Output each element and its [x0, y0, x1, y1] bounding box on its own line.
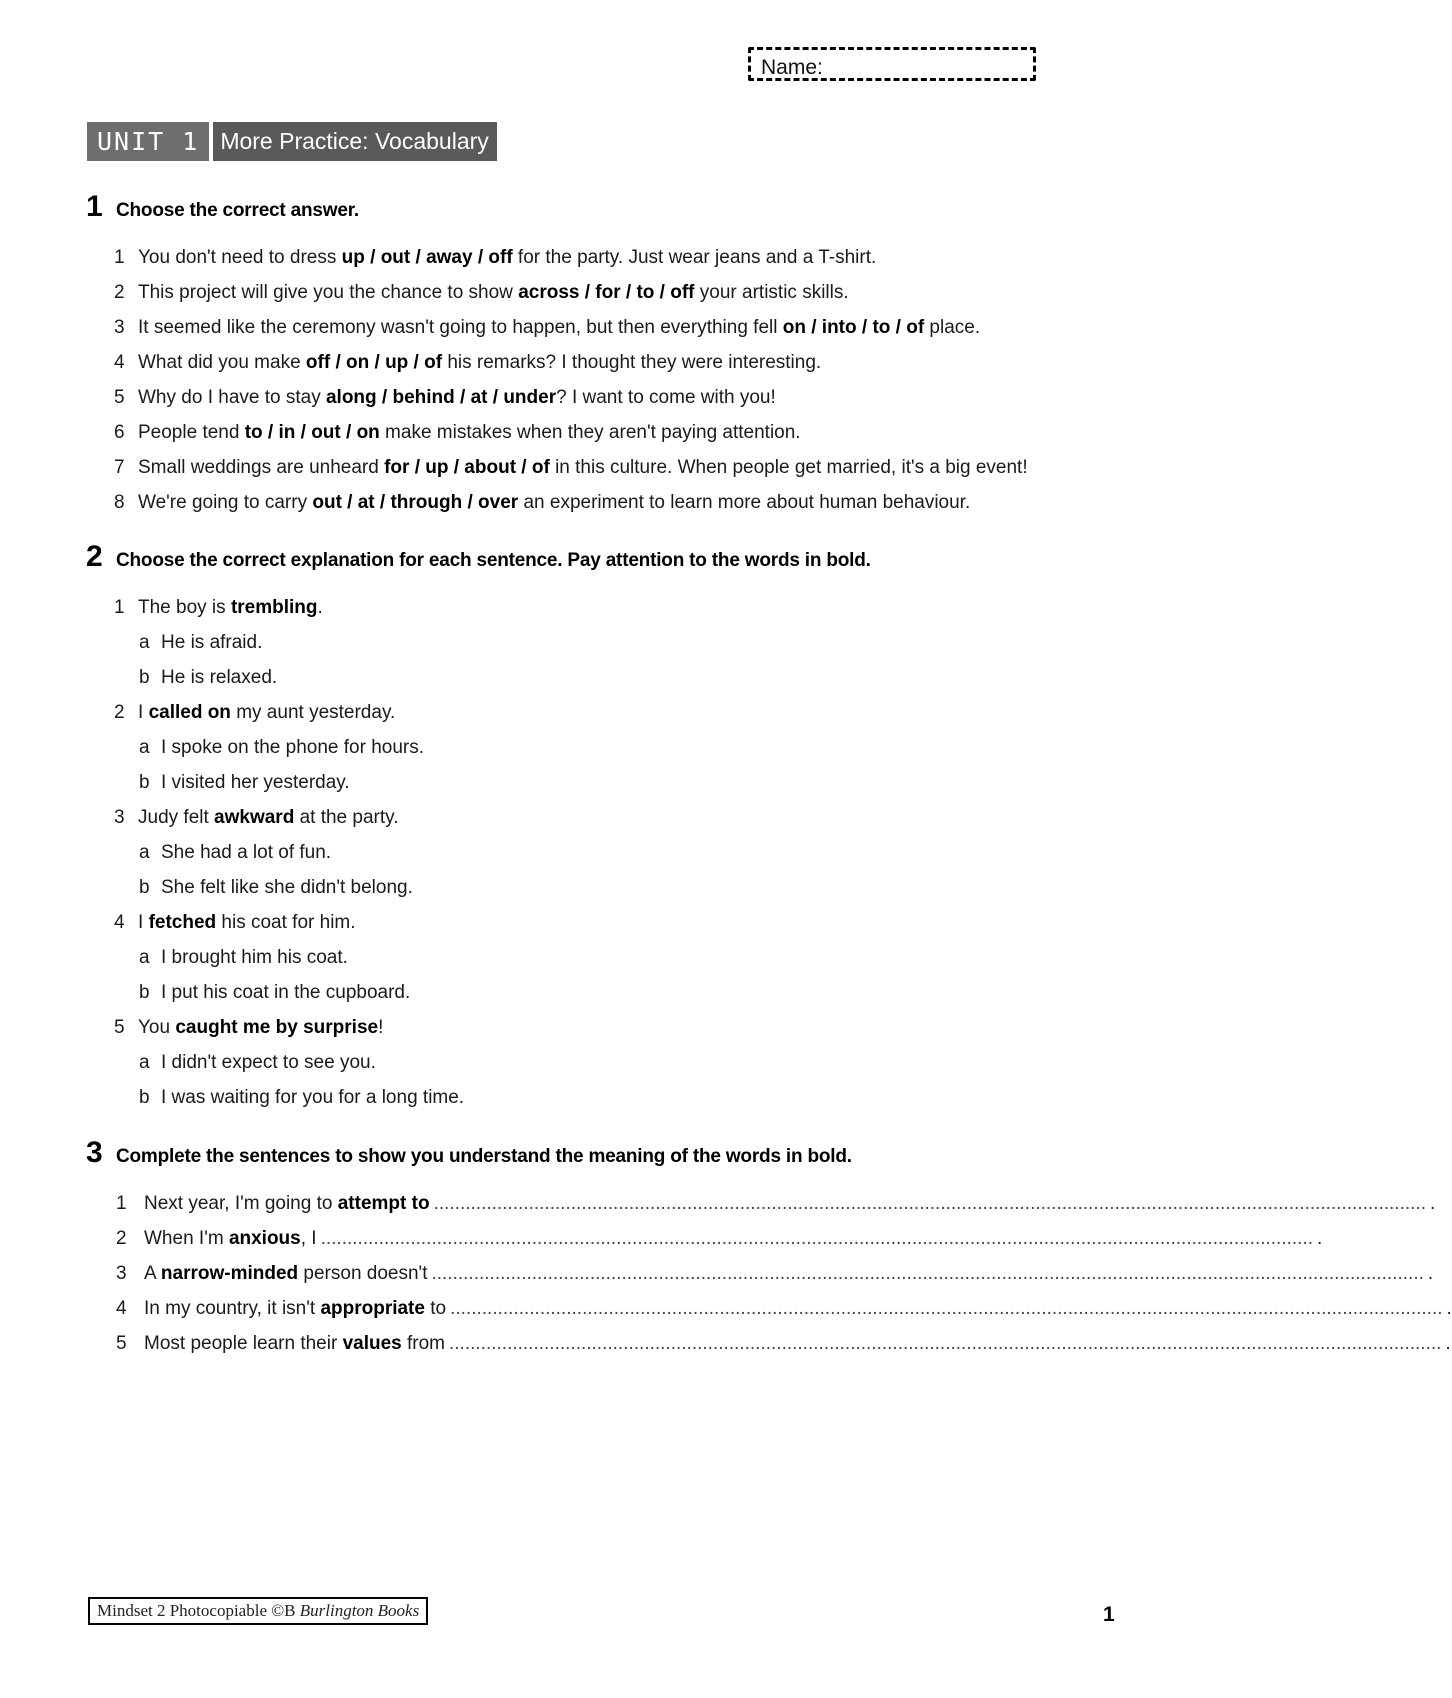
list-item: 4 I fetched his coat for him.	[114, 912, 356, 933]
list-item: 5 Why do I have to stay along / behind / at / under? I want to come with you!	[114, 387, 776, 408]
list-item: 7 Small weddings are unheard for / up / about / of in this culture. When people get married, it's a big event!	[114, 457, 1028, 478]
option-b[interactable]: b I was waiting for you for a long time.	[139, 1087, 465, 1108]
unit-banner	[87, 122, 497, 161]
option-a[interactable]: a I spoke on the phone for hours.	[139, 737, 425, 758]
exercise-instruction: Choose the correct answer.	[116, 200, 359, 221]
exercise-2	[86, 540, 1166, 1115]
exercise-3-items	[86, 1186, 1452, 1361]
list-item: 8 We're going to carry out / at / through / over an experiment to learn more about human behaviour.	[114, 492, 971, 513]
answer-options[interactable]: out / at / through / over	[312, 492, 519, 513]
page-number: 1	[1103, 1603, 1115, 1626]
answer-blank[interactable]: ............................................................................................................................................................................................	[449, 1333, 1442, 1354]
list-item: 2 This project will give you the chance to show across / for / to / off your artistic skills.	[114, 282, 849, 303]
answer-options[interactable]: up / out / away / off	[341, 247, 513, 268]
exercise-number: 3	[86, 1136, 102, 1169]
answer-blank[interactable]: ............................................................................................................................................................................................	[450, 1298, 1443, 1319]
answer-options[interactable]: for / up / about / of	[384, 457, 550, 478]
list-item: 5 You caught me by surprise!	[114, 1017, 384, 1038]
answer-options[interactable]: to / in / out / on	[244, 422, 380, 443]
name-label: Name:	[761, 56, 823, 79]
option-a[interactable]: a I didn't expect to see you.	[139, 1052, 376, 1073]
list-item: 2 I called on my aunt yesterday.	[114, 702, 396, 723]
list-item: 5 Most people learn their values from ............................................................................................................................................................................................ .	[86, 1326, 1016, 1361]
exercise-2-items	[86, 590, 1166, 1115]
option-a[interactable]: a I brought him his coat.	[139, 947, 348, 968]
option-b[interactable]: b I put his coat in the cupboard.	[139, 982, 411, 1003]
exercise-1	[86, 190, 1166, 520]
exercise-number: 1	[86, 190, 102, 223]
list-item: 3 Judy felt awkward at the party.	[114, 807, 399, 828]
copyright-notice: Mindset 2 Photocopiable ©B Burlington Books	[88, 1597, 428, 1625]
exercise-instruction: Choose the correct explanation for each sentence. Pay attention to the words in bold.	[116, 550, 871, 571]
option-b[interactable]: b I visited her yesterday.	[139, 772, 350, 793]
list-item: 1 You don't need to dress up / out / away / off for the party. Just wear jeans and a T-shirt.	[114, 247, 877, 268]
list-item: 6 People tend to / in / out / on make mistakes when they aren't paying attention.	[114, 422, 801, 443]
exercise-number: 2	[86, 540, 102, 573]
answer-blank[interactable]: ............................................................................................................................................................................................	[433, 1193, 1426, 1214]
exercise-3-header	[86, 1136, 1166, 1170]
unit-tag: UNIT 1	[87, 122, 209, 161]
list-item: 4 In my country, it isn't appropriate to ............................................................................................................................................................................................ .	[86, 1291, 1016, 1326]
answer-options[interactable]: off / on / up / of	[305, 352, 443, 373]
list-item: 3 It seemed like the ceremony wasn't going to happen, but then everything fell on / into / to / of place.	[114, 317, 981, 338]
name-field[interactable]	[748, 47, 1036, 81]
exercise-1-header	[86, 190, 1166, 224]
answer-options[interactable]: along / behind / at / under	[325, 387, 557, 408]
answer-blank[interactable]: ............................................................................................................................................................................................	[431, 1263, 1424, 1284]
unit-title: More Practice: Vocabulary	[213, 122, 496, 161]
list-item: 1 The boy is trembling.	[114, 597, 323, 618]
list-item: 1 Next year, I'm going to attempt to ............................................................................................................................................................................................ .	[86, 1186, 1016, 1221]
exercise-instruction: Complete the sentences to show you understand the meaning of the words in bold.	[116, 1146, 852, 1167]
list-item: 4 What did you make off / on / up / of his remarks? I thought they were interesting.	[114, 352, 822, 373]
answer-options[interactable]: across / for / to / off	[518, 282, 695, 303]
option-b[interactable]: b He is relaxed.	[139, 667, 278, 688]
option-b[interactable]: b She felt like she didn't belong.	[139, 877, 413, 898]
exercise-1-items	[86, 240, 1166, 520]
list-item: 3 A narrow-minded person doesn't ............................................................................................................................................................................................ .	[86, 1256, 1016, 1291]
option-a[interactable]: a He is afraid.	[139, 632, 263, 653]
exercise-2-header	[86, 540, 1166, 574]
exercise-3	[86, 1136, 1452, 1361]
answer-blank[interactable]: ............................................................................................................................................................................................	[320, 1228, 1314, 1249]
option-a[interactable]: a She had a lot of fun.	[139, 842, 332, 863]
answer-options[interactable]: on / into / to / of	[782, 317, 925, 338]
list-item: 2 When I'm anxious, I ............................................................................................................................................................................................ .	[86, 1221, 1016, 1256]
